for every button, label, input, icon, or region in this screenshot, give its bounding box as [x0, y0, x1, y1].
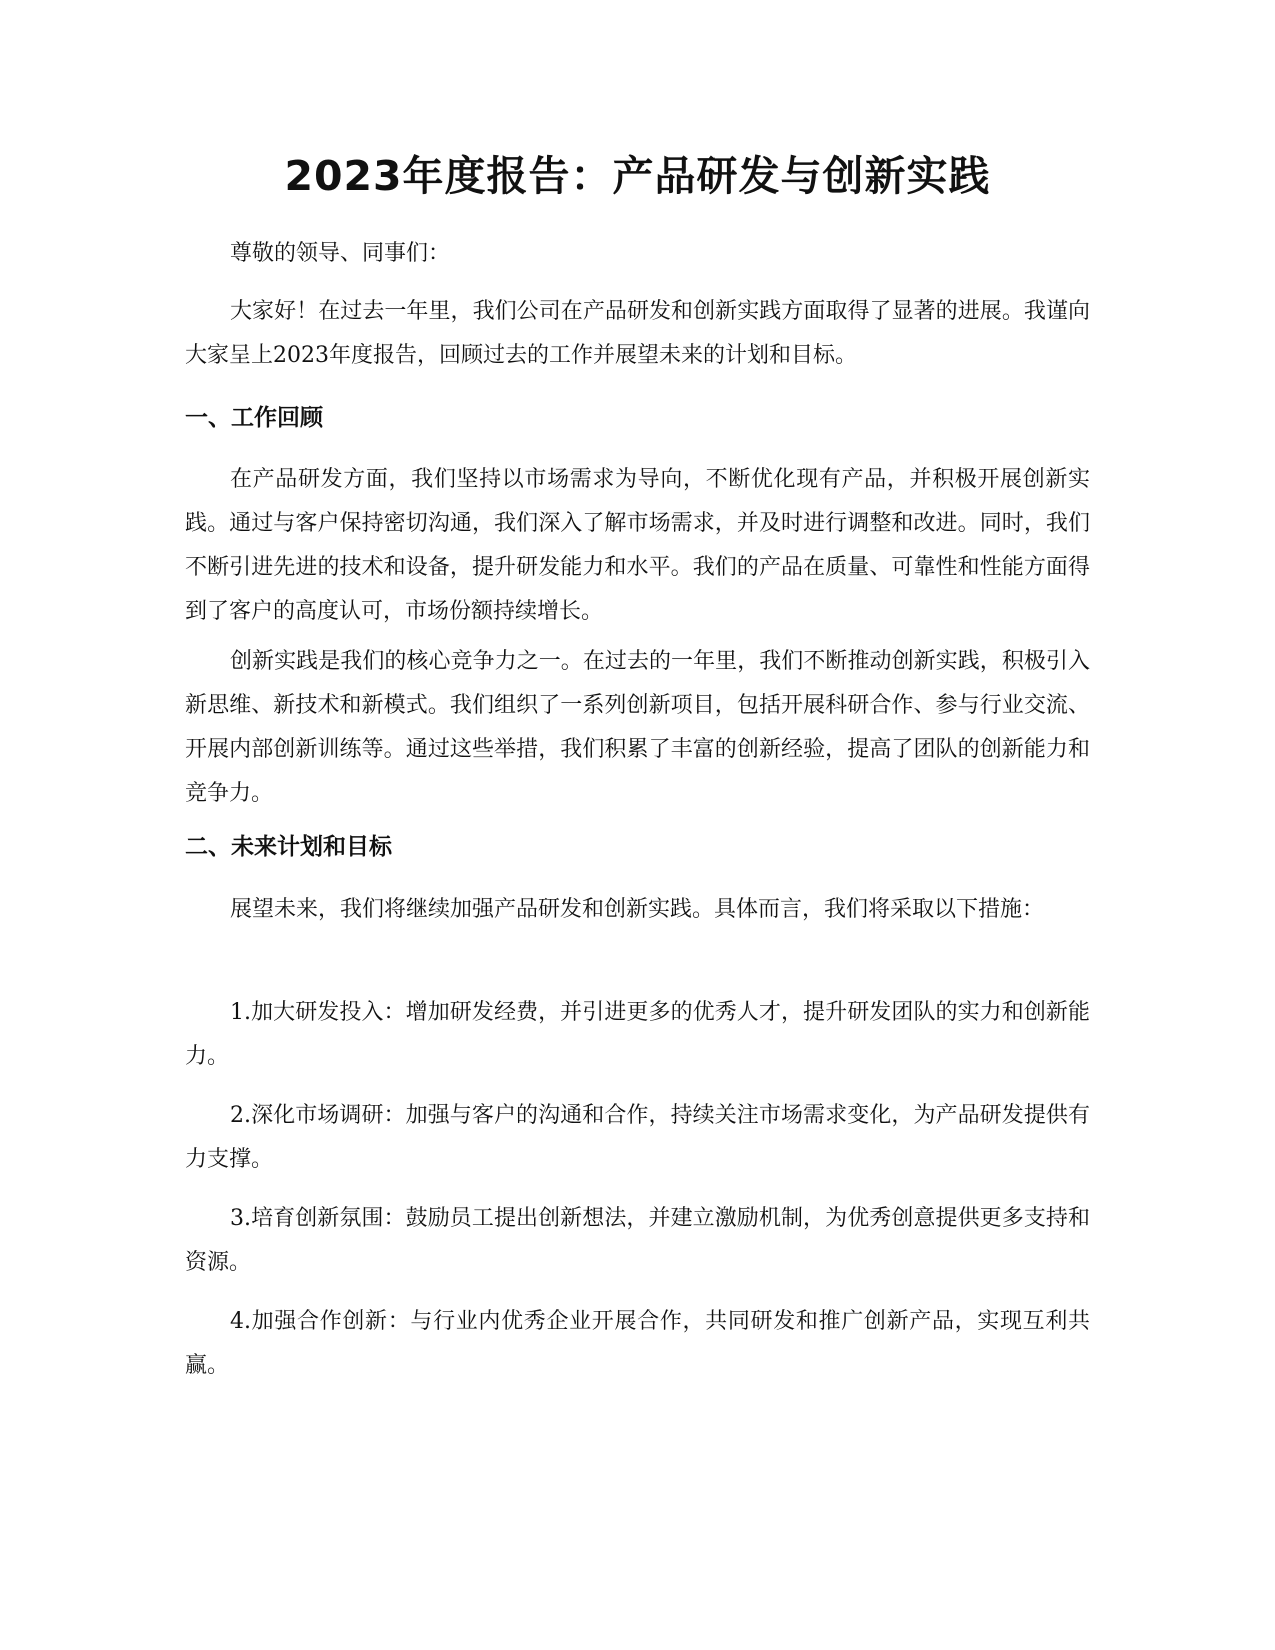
section-heading-future: 二、未来计划和目标 [185, 834, 392, 860]
plan-item-1: 1.加大研发投入：增加研发经费，并引进更多的优秀人才，提升研发团队的实力和创新能力。 [185, 1000, 1090, 1069]
intro-paragraph: 大家好！在过去一年里，我们公司在产品研发和创新实践方面取得了显著的进展。我谨向大家呈上2023年度报告，回顾过去的工作并展望未来的计划和目标。 [185, 299, 1090, 368]
section-heading-review: 一、工作回顾 [185, 405, 323, 431]
greeting: 尊敬的领导、同事们： [230, 241, 451, 266]
document-title: 2023年度报告：产品研发与创新实践 [284, 152, 991, 200]
plan-item-3: 3.培育创新氛围：鼓励员工提出创新想法，并建立激励机制，为优秀创意提供更多支持和资源。 [185, 1206, 1090, 1275]
review-paragraph-2: 创新实践是我们的核心竞争力之一。在过去的一年里，我们不断推动创新实践，积极引入新思维、新技术和新模式。我们组织了一系列创新项目，包括开展科研合作、参与行业交流、开展内部创新训练等。通过这些举措，我们积累了丰富的创新经验，提高了团队的创新能力和竞争力。 [185, 649, 1090, 806]
plan-item-2: 2.深化市场调研：加强与客户的沟通和合作，持续关注市场需求变化，为产品研发提供有力支撑。 [185, 1103, 1090, 1172]
review-paragraph-1: 在产品研发方面，我们坚持以市场需求为导向，不断优化现有产品，并积极开展创新实践。通过与客户保持密切沟通，我们深入了解市场需求，并及时进行调整和改进。同时，我们不断引进先进的技术和设备，提升研发能力和水平。我们的产品在质量、可靠性和性能方面得到了客户的高度认可，市场份额持续增长。 [185, 467, 1090, 624]
future-paragraph-intro: 展望未来，我们将继续加强产品研发和创新实践。具体而言，我们将采取以下措施： [230, 897, 1045, 922]
plan-item-4: 4.加强合作创新：与行业内优秀企业开展合作，共同研发和推广创新产品，实现互利共赢。 [185, 1309, 1090, 1378]
